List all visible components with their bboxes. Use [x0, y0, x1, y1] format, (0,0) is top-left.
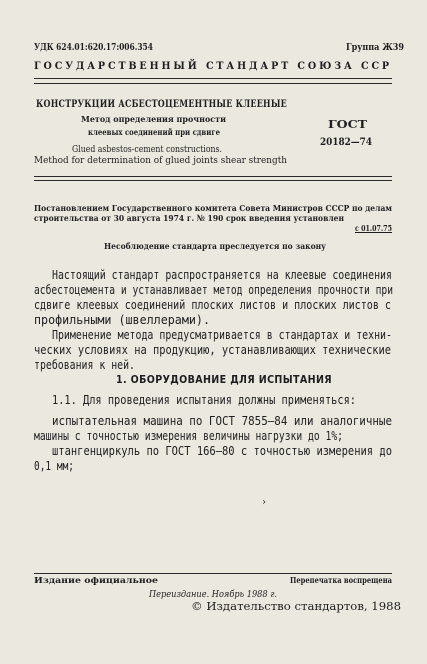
subtitle-line-1: Метод определения прочности	[81, 115, 226, 125]
paragraph-1-line-2: асбестоцемента и устанавливает метод определения прочности при	[34, 283, 394, 297]
item-1-1: 1.1. Для проведения испытания должны применяться:	[52, 393, 356, 407]
gost-label: ГОСТ	[328, 118, 368, 131]
group-code: Группа Ж39	[346, 43, 405, 53]
paragraph-2-line-3: требования к ней.	[34, 358, 136, 372]
paragraph-1-line-3: сдвиге клеевых соединений плоских листов и плоских листов с	[34, 298, 391, 312]
reprint-prohibited-label: Перепечатка воспрещена	[290, 576, 392, 586]
english-title-line-2: Method for determination of glued joints shear strength	[34, 155, 287, 166]
header-rule-top	[34, 78, 392, 79]
state-standard-heading: ГОСУДАРСТВЕННЫЙ СТАНДАРТ СОЮЗА ССР	[34, 60, 393, 72]
paragraph-1-line-4: профильными (швеллерами).	[34, 313, 211, 327]
penalty-notice: Несоблюдение стандарта преследуется по закону	[104, 242, 327, 252]
item-caliper-line-2: 0,1 мм;	[34, 459, 75, 473]
paragraph-1-line-1: Настоящий стандарт распространяется на клеевые соединения	[52, 268, 392, 282]
title-rule-bottom	[34, 180, 392, 181]
effective-date: с 01.07.75	[355, 224, 393, 234]
gost-number: 20182—74	[320, 137, 373, 148]
reedition-note: Переиздание. Ноябрь 1988 г.	[149, 589, 278, 600]
stray-mark: ›	[262, 497, 266, 508]
paragraph-2-line-1: Применение метода предусматривается в стандартах и техни-	[52, 328, 392, 342]
copyright-line: © Издательство стандартов, 1988	[191, 600, 402, 613]
subtitle-line-2: клеевых соединений при сдвиге	[88, 128, 220, 138]
paragraph-2-line-2: ческих условиях на продукцию, устанавливающих технические	[34, 343, 392, 357]
english-title-line-1: Glued asbestos-cement constructions.	[72, 144, 222, 155]
section-1-heading: 1. ОБОРУДОВАНИЕ ДЛЯ ИСПЫТАНИЯ	[116, 374, 332, 386]
official-edition-label: Издание официальное	[34, 576, 158, 586]
udk-code: УДК 624.01:620.17:006.354	[34, 43, 154, 53]
item-machine-line-2: машины с точностью измерения величины нагрузки до 1%;	[34, 429, 344, 443]
decree-line-2: строительства от 30 августа 1974 г. № 190 срок введения установлен	[34, 214, 345, 224]
decree-line-1: Постановлением Государственного комитета Совета Министров СССР по делам	[34, 204, 392, 214]
item-machine-line-1: испытательная машина по ГОСТ 7855—84 или аналогичные	[52, 414, 392, 428]
footer-rule	[34, 573, 392, 574]
header-rule-bottom	[34, 83, 392, 84]
item-caliper-line-1: штангенциркуль по ГОСТ 166—80 с точностью измерения до	[52, 444, 393, 458]
document-title: КОНСТРУКЦИИ АСБЕСТОЦЕМЕНТНЫЕ КЛЕЕНЫЕ	[36, 98, 288, 110]
title-rule-top	[34, 176, 392, 177]
